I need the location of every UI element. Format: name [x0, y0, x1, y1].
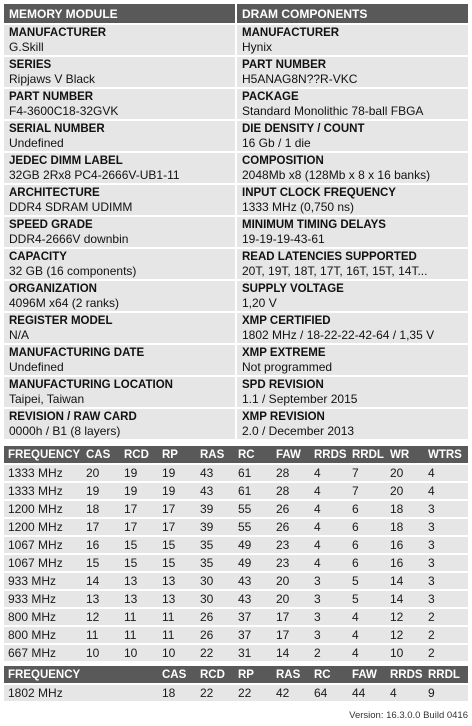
column-header: FAW — [348, 666, 386, 683]
table-cell: 43 — [234, 591, 272, 607]
dram-field — [237, 345, 468, 375]
timing-row — [4, 537, 468, 553]
dram-field-label: READ LATENCIES SUPPORTED — [242, 251, 417, 263]
table-cell: 15 — [120, 537, 158, 553]
dram-field — [237, 313, 468, 343]
module-field — [4, 185, 235, 215]
module-field-label: REGISTER MODEL — [9, 315, 113, 327]
table-cell: 3 — [310, 573, 348, 589]
table-cell: 17 — [158, 501, 196, 517]
table-cell: 17 — [82, 519, 120, 535]
table-cell: 18 — [386, 519, 424, 535]
dram-field — [237, 409, 468, 439]
table-cell: 13 — [158, 591, 196, 607]
table-cell: 26 — [196, 609, 234, 625]
column-header: CAS — [82, 446, 120, 463]
table-cell: 933 MHz — [4, 591, 82, 607]
table-cell: 4 — [348, 627, 386, 643]
table-cell: 3 — [310, 591, 348, 607]
table-cell: 10 — [120, 645, 158, 661]
table-cell: 11 — [158, 627, 196, 643]
table-cell: 35 — [196, 537, 234, 553]
table-cell: 5 — [348, 573, 386, 589]
timing-row — [4, 519, 468, 535]
table-cell: 3 — [310, 627, 348, 643]
table-cell: 1802 MHz — [4, 685, 158, 701]
table-cell: 55 — [234, 519, 272, 535]
table-cell: 49 — [234, 555, 272, 571]
table-cell: 19 — [82, 483, 120, 499]
table-cell: 12 — [386, 609, 424, 625]
dram-field-value: 1333 MHz (0,750 ns) — [242, 200, 355, 214]
dram-components-header: DRAM COMPONENTS — [237, 4, 468, 23]
column-header: RAS — [196, 446, 234, 463]
module-field — [4, 153, 235, 183]
table-cell: 17 — [120, 519, 158, 535]
column-header: WTRS — [424, 446, 468, 463]
table-cell: 19 — [158, 465, 196, 481]
module-field — [4, 345, 235, 375]
dram-field — [237, 377, 468, 407]
timing-row — [4, 501, 468, 517]
table-cell: 30 — [196, 591, 234, 607]
column-header: RCD — [196, 666, 234, 683]
timing-row — [4, 483, 468, 499]
table-cell: 19 — [120, 483, 158, 499]
dram-field — [237, 281, 468, 311]
table-cell: 6 — [348, 555, 386, 571]
table-cell: 1333 MHz — [4, 483, 82, 499]
dram-field — [237, 89, 468, 119]
table-cell: 933 MHz — [4, 573, 82, 589]
column-header: CAS — [158, 666, 196, 683]
column-header: RRDS — [386, 666, 424, 683]
table-cell: 6 — [348, 501, 386, 517]
module-field-value: 32GB 2Rx8 PC4-2666V-UB1-11 — [9, 168, 180, 182]
dram-field-value: 2.0 / December 2013 — [242, 424, 355, 438]
column-header: RP — [158, 446, 196, 463]
module-field-value: 32 GB (16 components) — [9, 264, 137, 278]
column-header: WR — [386, 446, 424, 463]
table-cell: 17 — [272, 627, 310, 643]
dram-field-label: PART NUMBER — [242, 59, 327, 71]
table-cell: 30 — [196, 573, 234, 589]
table-cell: 11 — [82, 627, 120, 643]
table-cell: 22 — [196, 645, 234, 661]
table-cell: 49 — [234, 537, 272, 553]
table-cell: 4 — [310, 555, 348, 571]
table-cell: 44 — [348, 685, 386, 701]
table-cell: 61 — [234, 483, 272, 499]
table-cell: 28 — [272, 483, 310, 499]
table-cell: 800 MHz — [4, 609, 82, 625]
xmp-profile-table — [4, 664, 468, 703]
timing-row — [4, 555, 468, 571]
dram-field-value: 19-19-19-43-61 — [242, 232, 325, 246]
table-cell: 20 — [386, 483, 424, 499]
table-cell: 42 — [272, 685, 310, 701]
timings-header-row — [4, 446, 468, 463]
table-cell: 61 — [234, 465, 272, 481]
dram-field — [237, 249, 468, 279]
module-field-label: PART NUMBER — [9, 91, 94, 103]
table-cell: 10 — [158, 645, 196, 661]
table-cell: 3 — [424, 501, 468, 517]
module-field-value: Undefined — [9, 136, 64, 150]
column-header: RC — [310, 666, 348, 683]
dram-field — [237, 217, 468, 247]
table-cell: 14 — [82, 573, 120, 589]
table-cell: 4 — [310, 483, 348, 499]
table-cell: 3 — [424, 573, 468, 589]
module-field — [4, 249, 235, 279]
table-cell: 13 — [120, 573, 158, 589]
table-cell: 3 — [424, 519, 468, 535]
table-cell: 15 — [120, 555, 158, 571]
module-field — [4, 409, 235, 439]
module-field-value: 0000h / B1 (8 layers) — [9, 424, 121, 438]
table-cell: 35 — [196, 555, 234, 571]
version-label: Version: 16.3.0.0 Build 0416 — [349, 710, 468, 721]
table-cell: 14 — [272, 645, 310, 661]
module-field-label: SPEED GRADE — [9, 219, 93, 231]
table-cell: 43 — [196, 465, 234, 481]
table-cell: 7 — [348, 465, 386, 481]
table-cell: 1200 MHz — [4, 501, 82, 517]
dram-field-label: SUPPLY VOLTAGE — [242, 283, 344, 295]
table-cell: 19 — [120, 465, 158, 481]
table-cell: 1067 MHz — [4, 555, 82, 571]
module-field-value: Ripjaws V Black — [9, 72, 96, 86]
dram-field — [237, 153, 468, 183]
table-cell: 20 — [272, 591, 310, 607]
table-cell: 12 — [82, 609, 120, 625]
timing-row — [4, 591, 468, 607]
timing-row — [4, 645, 468, 661]
module-field — [4, 121, 235, 151]
dram-field — [237, 25, 468, 55]
table-cell: 17 — [158, 519, 196, 535]
table-cell: 13 — [82, 591, 120, 607]
table-cell: 39 — [196, 519, 234, 535]
table-cell: 10 — [82, 645, 120, 661]
table-cell: 14 — [386, 573, 424, 589]
module-field — [4, 377, 235, 407]
module-field-value: DDR4-2666V downbin — [9, 232, 129, 246]
dram-field-label: PACKAGE — [242, 91, 299, 103]
column-header: FAW — [272, 446, 310, 463]
table-cell: 10 — [386, 645, 424, 661]
column-header: RRDL — [348, 446, 386, 463]
dram-field-value: H5ANAG8N??R-VKC — [242, 72, 358, 86]
dram-field-value: Hynix — [242, 40, 273, 54]
table-cell: 4 — [310, 501, 348, 517]
table-cell: 4 — [386, 685, 424, 701]
memory-module-header: MEMORY MODULE — [4, 4, 235, 23]
column-header: RCD — [120, 446, 158, 463]
dram-field — [237, 121, 468, 151]
module-field — [4, 57, 235, 87]
table-cell: 17 — [120, 501, 158, 517]
table-cell: 26 — [272, 501, 310, 517]
table-cell: 1200 MHz — [4, 519, 82, 535]
module-field-label: SERIAL NUMBER — [9, 123, 105, 135]
table-cell: 14 — [386, 591, 424, 607]
module-field-label: CAPACITY — [9, 251, 67, 263]
table-cell: 4 — [310, 465, 348, 481]
table-cell: 18 — [158, 685, 196, 701]
dram-field-label: COMPOSITION — [242, 155, 324, 167]
table-cell: 20 — [82, 465, 120, 481]
timing-row — [4, 573, 468, 589]
table-cell: 11 — [158, 609, 196, 625]
table-cell: 7 — [348, 483, 386, 499]
dram-field-value: Standard Monolithic 78-ball FBGA — [242, 104, 424, 118]
table-cell: 2 — [424, 645, 468, 661]
dram-field-value: 1,20 V — [242, 296, 277, 310]
table-cell: 11 — [120, 627, 158, 643]
dram-field-value: 16 Gb / 1 die — [242, 136, 311, 150]
dram-field-label: INPUT CLOCK FREQUENCY — [242, 187, 396, 199]
table-cell: 23 — [272, 555, 310, 571]
column-header: FREQUENCY — [4, 666, 158, 683]
table-cell: 3 — [424, 555, 468, 571]
table-cell: 6 — [348, 537, 386, 553]
module-field-value: N/A — [9, 328, 30, 342]
table-cell: 6 — [348, 519, 386, 535]
timing-row — [4, 465, 468, 481]
table-cell: 22 — [196, 685, 234, 701]
module-field-label: MANUFACTURING LOCATION — [9, 379, 173, 391]
table-cell: 26 — [272, 519, 310, 535]
dram-field-value: 2048Mb x8 (128Mb x 8 x 16 banks) — [242, 168, 431, 182]
table-cell: 22 — [234, 685, 272, 701]
table-cell: 15 — [158, 555, 196, 571]
table-cell: 9 — [424, 685, 468, 701]
dram-field-label: MINIMUM TIMING DELAYS — [242, 219, 386, 231]
table-cell: 2 — [424, 627, 468, 643]
table-cell: 15 — [158, 537, 196, 553]
table-cell: 13 — [120, 591, 158, 607]
dram-field-value: 20T, 19T, 18T, 17T, 16T, 15T, 14T... — [242, 264, 428, 278]
table-cell: 23 — [272, 537, 310, 553]
table-cell: 16 — [82, 537, 120, 553]
table-cell: 3 — [424, 591, 468, 607]
module-field-label: MANUFACTURING DATE — [9, 347, 145, 359]
dram-field-label: MANUFACTURER — [242, 27, 340, 39]
table-cell: 28 — [272, 465, 310, 481]
timings-table — [4, 444, 468, 663]
dram-field-value: 1802 MHz / 18-22-22-42-64 / 1,35 V — [242, 328, 435, 342]
dram-field-label: XMP EXTREME — [242, 347, 326, 359]
table-cell: 13 — [158, 573, 196, 589]
table-cell: 43 — [234, 573, 272, 589]
module-field-label: ORGANIZATION — [9, 283, 97, 295]
dram-field-value: 1.1 / September 2015 — [242, 392, 358, 406]
table-cell: 4 — [348, 609, 386, 625]
column-header: RAS — [272, 666, 310, 683]
column-header: RRDL — [424, 666, 468, 683]
table-cell: 800 MHz — [4, 627, 82, 643]
module-dram-grid — [4, 4, 468, 439]
table-cell: 31 — [234, 645, 272, 661]
module-field-label: SERIES — [9, 59, 52, 71]
dram-field-label: DIE DENSITY / COUNT — [242, 123, 365, 135]
table-cell: 12 — [386, 627, 424, 643]
dram-field-label: XMP CERTIFIED — [242, 315, 331, 327]
dram-field-value: Not programmed — [242, 360, 333, 374]
module-field — [4, 313, 235, 343]
table-cell: 37 — [234, 609, 272, 625]
table-cell: 20 — [272, 573, 310, 589]
module-field-label: MANUFACTURER — [9, 27, 107, 39]
table-cell: 4 — [424, 465, 468, 481]
module-field — [4, 25, 235, 55]
table-cell: 3 — [424, 537, 468, 553]
table-cell: 4 — [348, 645, 386, 661]
xmp-row — [4, 685, 468, 701]
module-field — [4, 217, 235, 247]
table-cell: 11 — [120, 609, 158, 625]
module-field-value: DDR4 SDRAM UDIMM — [9, 200, 133, 214]
column-header: RRDS — [310, 446, 348, 463]
module-field-value: Taipei, Taiwan — [9, 392, 85, 406]
table-cell: 5 — [348, 591, 386, 607]
table-cell: 26 — [196, 627, 234, 643]
table-cell: 15 — [82, 555, 120, 571]
timing-row — [4, 627, 468, 643]
module-field-value: Undefined — [9, 360, 64, 374]
module-field — [4, 89, 235, 119]
module-field-label: JEDEC DIMM LABEL — [9, 155, 123, 167]
column-header: RC — [234, 446, 272, 463]
table-cell: 16 — [386, 555, 424, 571]
table-cell: 17 — [272, 609, 310, 625]
dram-field — [237, 57, 468, 87]
module-field-value: 4096M x64 (2 ranks) — [9, 296, 120, 310]
module-field — [4, 281, 235, 311]
table-cell: 667 MHz — [4, 645, 82, 661]
module-field-label: REVISION / RAW CARD — [9, 411, 137, 423]
dram-field — [237, 185, 468, 215]
table-cell: 3 — [310, 609, 348, 625]
table-cell: 43 — [196, 483, 234, 499]
timing-row — [4, 609, 468, 625]
table-cell: 1067 MHz — [4, 537, 82, 553]
table-cell: 4 — [310, 537, 348, 553]
dram-field-label: SPD REVISION — [242, 379, 324, 391]
table-cell: 16 — [386, 537, 424, 553]
table-cell: 20 — [386, 465, 424, 481]
table-cell: 19 — [158, 483, 196, 499]
module-field-label: ARCHITECTURE — [9, 187, 100, 199]
table-cell: 37 — [234, 627, 272, 643]
xmp-header-row — [4, 666, 468, 683]
table-cell: 4 — [310, 519, 348, 535]
column-header: RP — [234, 666, 272, 683]
table-cell: 18 — [386, 501, 424, 517]
table-cell: 2 — [424, 609, 468, 625]
module-field-value: G.Skill — [9, 40, 44, 54]
table-cell: 55 — [234, 501, 272, 517]
table-cell: 18 — [82, 501, 120, 517]
table-cell: 64 — [310, 685, 348, 701]
module-field-value: F4-3600C18-32GVK — [9, 104, 119, 118]
table-cell: 1333 MHz — [4, 465, 82, 481]
table-cell: 4 — [424, 483, 468, 499]
table-cell: 2 — [310, 645, 348, 661]
table-cell: 39 — [196, 501, 234, 517]
dram-field-label: XMP REVISION — [242, 411, 325, 423]
column-header: FREQUENCY — [4, 446, 82, 463]
